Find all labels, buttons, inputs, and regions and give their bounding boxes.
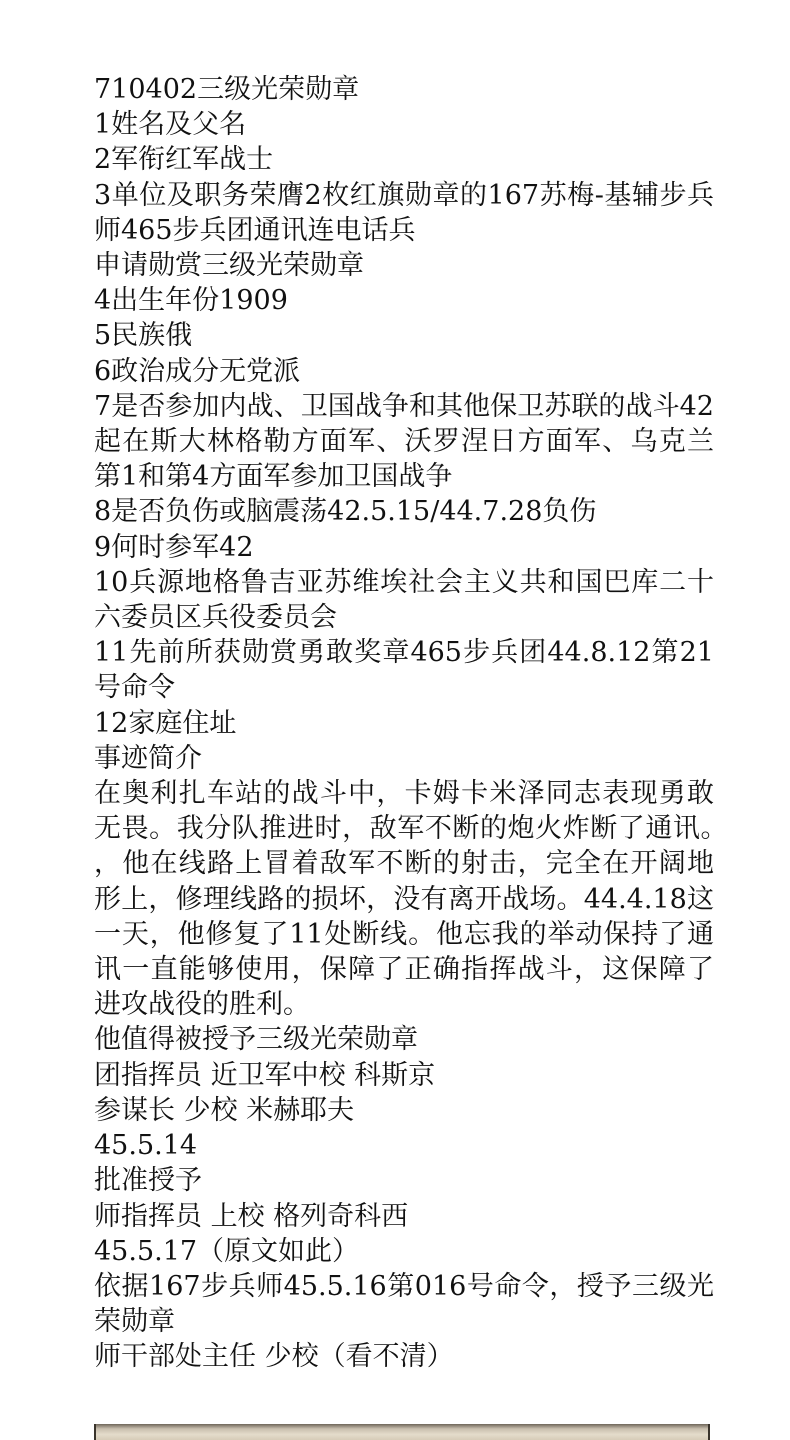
field-wounds: 8是否负伤或脑震荡42.5.15/44.7.28负伤 [94,496,597,528]
recommendation: 他值得被授予三级光荣勋章 [94,1024,418,1056]
field-nationality: 5民族俄 [94,320,193,352]
order-text: 依据167步兵师45.5.16第016号命令，授予三级光荣勋章 [94,1270,714,1338]
sign-date: 45.5.14 [94,1130,198,1162]
field-enlistment: 9何时参军42 [94,531,254,563]
field-award-requested: 申请勋赏三级光荣勋章 [94,250,364,282]
field-rank: 2军衔红军战士 [94,144,274,176]
summary-text: 在奥利扎车站的战斗中，卡姆卡米泽同志表现勇敢无畏。我分队推进时，敌军不断的炮火炸断了通讯。，他在线路上冒着敌军不断的射击，完全在开阔地形上，修理线路的损坏，没有离开战场。44.4.18这一天，他修复了11处断线。他忘我的举动保持了通讯一直能够使用，保障了正确指挥战斗，这保障了进攻战役的胜利。 [94,778,714,1021]
field-previous-awards: 11先前所获勋赏勇敢奖章465步兵团44.8.12第21号命令 [94,637,714,704]
field-war-participation: 7是否参加内战、卫国战争和其他保卫苏联的战斗42起在斯大林格勒方面军、沃罗涅日方面军、乌克兰第1和第4方面军参加卫国战争 [94,390,714,493]
field-birth-year: 4出生年份1909 [94,285,288,317]
document-title: 710402三级光荣勋章 [94,74,360,105]
field-unit: 3单位及职务荣膺2枚红旗勋章的167苏梅-基辅步兵师465步兵团通讯连电话兵 [94,179,714,246]
archival-photo-edge [94,1424,710,1440]
personnel-chief: 师干部处主任 少校（看不清） [94,1341,454,1373]
signer-chief-of-staff: 参谋长 少校 米赫耶夫 [94,1094,355,1126]
field-party: 6政治成分无党派 [94,355,301,387]
summary-heading: 事迹简介 [94,742,202,774]
approval-date: 45.5.17（原文如此） [94,1235,360,1267]
division-commander: 师指挥员 上校 格列奇科西 [94,1200,409,1232]
approval: 批准授予 [94,1165,202,1197]
field-draft-office: 10兵源地格鲁吉亚苏维埃社会主义共和国巴库二十六委员区兵役委员会 [94,566,714,634]
field-name: 1姓名及父名 [94,109,247,141]
document-transcription [94,72,714,1375]
signer-regiment-commander: 团指挥员 近卫军中校 科斯京 [94,1059,436,1091]
field-home-address: 12家庭住址 [94,707,237,739]
